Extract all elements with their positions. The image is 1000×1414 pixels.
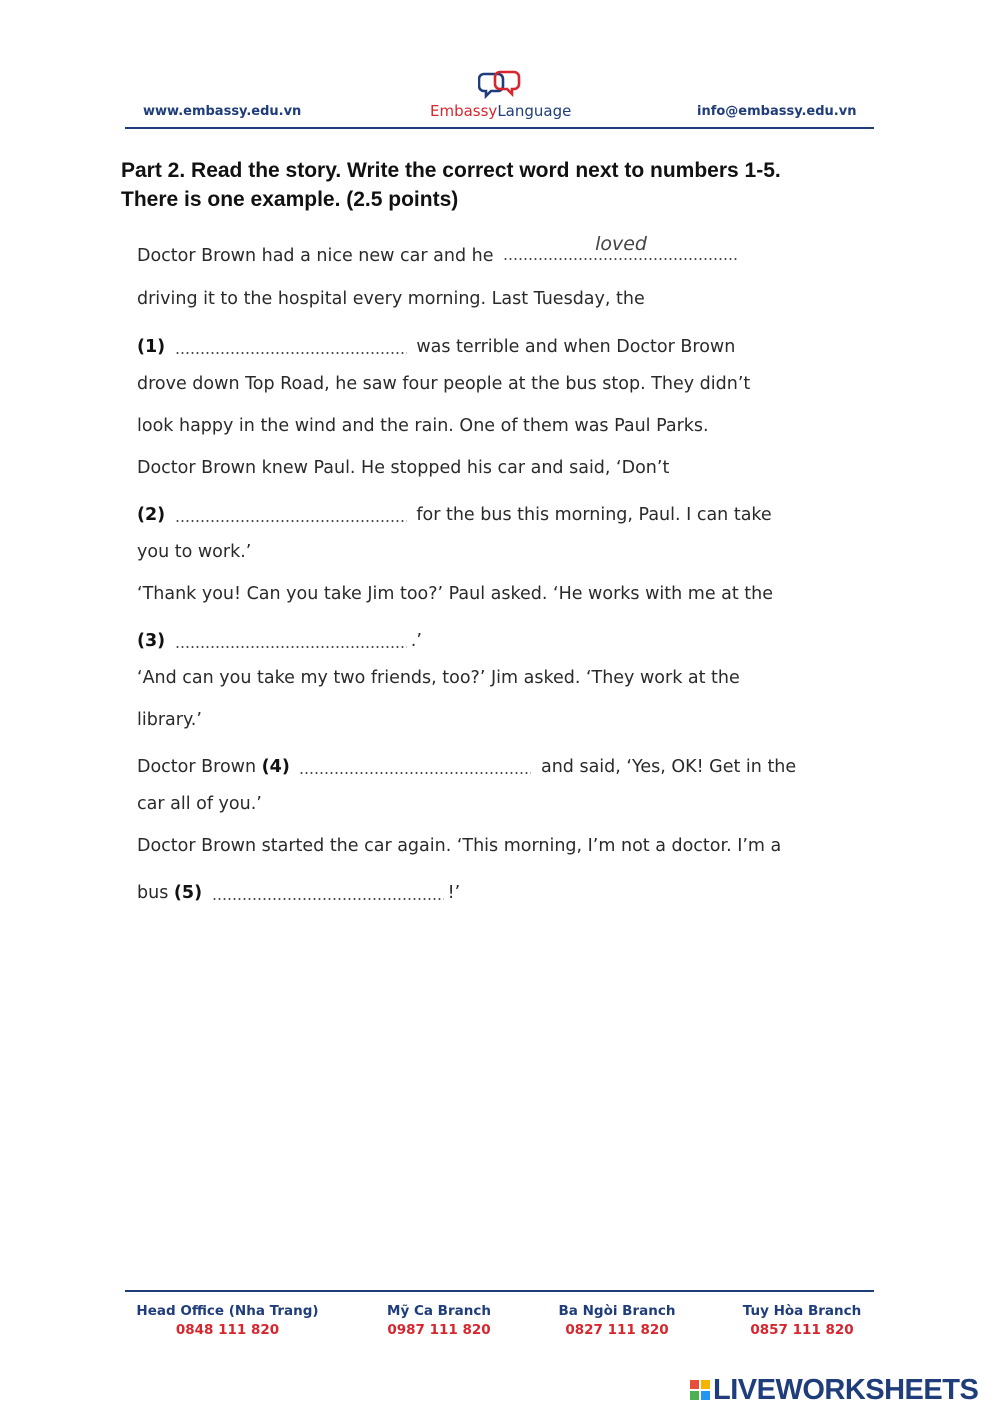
story-line-6: Doctor Brown knew Paul. He stopped his car and said, ‘Don’t bbox=[137, 458, 670, 478]
story-text: Doctor Brown had a nice new car and he bbox=[137, 246, 494, 266]
branch-name: Tuy Hòa Branch bbox=[742, 1303, 862, 1319]
branch-ba-ngoi bbox=[548, 1303, 686, 1338]
story-text: for the bus this morning, Paul. I can take bbox=[416, 505, 772, 525]
branch-name: Ba Ngòi Branch bbox=[558, 1303, 676, 1319]
answer-input-2[interactable] bbox=[175, 500, 407, 520]
branch-name: Mỹ Ca Branch bbox=[387, 1303, 491, 1319]
gap-number-4: (4) bbox=[261, 757, 290, 777]
gap-number-1: (1) bbox=[137, 337, 166, 357]
story-line-3 bbox=[137, 332, 735, 357]
answer-input-1[interactable] bbox=[175, 332, 407, 352]
branch-phone: 0987 111 820 bbox=[387, 1322, 491, 1338]
story-line-5: look happy in the wind and the rain. One of them was Paul Parks. bbox=[137, 416, 709, 436]
story-line-1 bbox=[137, 233, 741, 266]
story-line-15: Doctor Brown started the car again. ‘This morning, I’m not a doctor. I’m a bbox=[137, 836, 782, 856]
story-text: .’ bbox=[410, 631, 422, 651]
instructions bbox=[121, 156, 891, 214]
logo-embassy: Embassy bbox=[430, 102, 498, 120]
story-line-12: library.’ bbox=[137, 710, 202, 730]
branch-name: Head Office (Nha Trang) bbox=[136, 1303, 319, 1319]
branch-my-ca bbox=[370, 1303, 508, 1338]
gap-number-3: (3) bbox=[137, 631, 166, 651]
answer-input-3[interactable] bbox=[175, 626, 407, 646]
branch-phone: 0827 111 820 bbox=[565, 1322, 669, 1338]
branch-phone: 0848 111 820 bbox=[175, 1322, 280, 1338]
story-line-16 bbox=[137, 878, 460, 903]
example-answer: loved bbox=[595, 233, 647, 255]
branch-phone: 0857 111 820 bbox=[750, 1322, 854, 1338]
answer-dots-1 bbox=[175, 341, 407, 355]
answer-dots-4 bbox=[299, 761, 531, 775]
liveworksheets-text: LIVEWORKSHEETS bbox=[713, 1374, 979, 1406]
story-text: bus bbox=[137, 883, 169, 903]
story-line-4: drove down Top Road, he saw four people at the bus stop. They didn’t bbox=[137, 374, 751, 394]
branch-head-office bbox=[130, 1303, 325, 1338]
story-text: !’ bbox=[447, 883, 461, 903]
gap-number-5: (5) bbox=[173, 883, 203, 903]
answer-input-4[interactable] bbox=[299, 752, 531, 772]
story-line-11: ‘And can you take my two friends, too?’ Jim asked. ‘They work at the bbox=[137, 668, 740, 688]
example-gap bbox=[503, 233, 737, 261]
footer-divider bbox=[125, 1290, 874, 1292]
story-line-7 bbox=[137, 500, 772, 525]
story-line-10 bbox=[137, 626, 422, 651]
instructions-line-1: Part 2. Read the story. Write the correct word next to numbers 1-5. bbox=[121, 159, 781, 182]
story-line-2: driving it to the hospital every morning. Last Tuesday, the bbox=[137, 289, 645, 309]
answer-dots-3 bbox=[175, 635, 407, 649]
website-link[interactable]: www.embassy.edu.vn bbox=[143, 104, 302, 119]
answer-dots-2 bbox=[175, 509, 407, 523]
gap-number-2: (2) bbox=[137, 505, 166, 525]
email-link[interactable]: info@embassy.edu.vn bbox=[697, 104, 857, 119]
logo-language: Language bbox=[497, 102, 572, 120]
header-divider bbox=[125, 127, 874, 129]
story-line-14: car all of you.’ bbox=[137, 794, 262, 814]
story-line-13 bbox=[137, 752, 796, 777]
branch-tuy-hoa bbox=[733, 1303, 871, 1338]
embassy-logo-text bbox=[430, 102, 571, 120]
story-text: Doctor Brown bbox=[137, 757, 257, 777]
story-text: was terrible and when Doctor Brown bbox=[416, 337, 736, 357]
answer-dots-5 bbox=[212, 887, 444, 901]
story-line-8: you to work.’ bbox=[137, 542, 252, 562]
liveworksheets-logo[interactable] bbox=[690, 1374, 978, 1407]
embassy-logo-icon bbox=[478, 70, 522, 102]
story-text: and said, ‘Yes, OK! Get in the bbox=[540, 757, 797, 777]
liveworksheets-icon bbox=[690, 1379, 710, 1401]
instructions-line-2: There is one example. (2.5 points) bbox=[121, 188, 459, 211]
answer-input-5[interactable] bbox=[212, 878, 444, 898]
story-line-9: ‘Thank you! Can you take Jim too?’ Paul asked. ‘He works with me at the bbox=[137, 584, 774, 604]
